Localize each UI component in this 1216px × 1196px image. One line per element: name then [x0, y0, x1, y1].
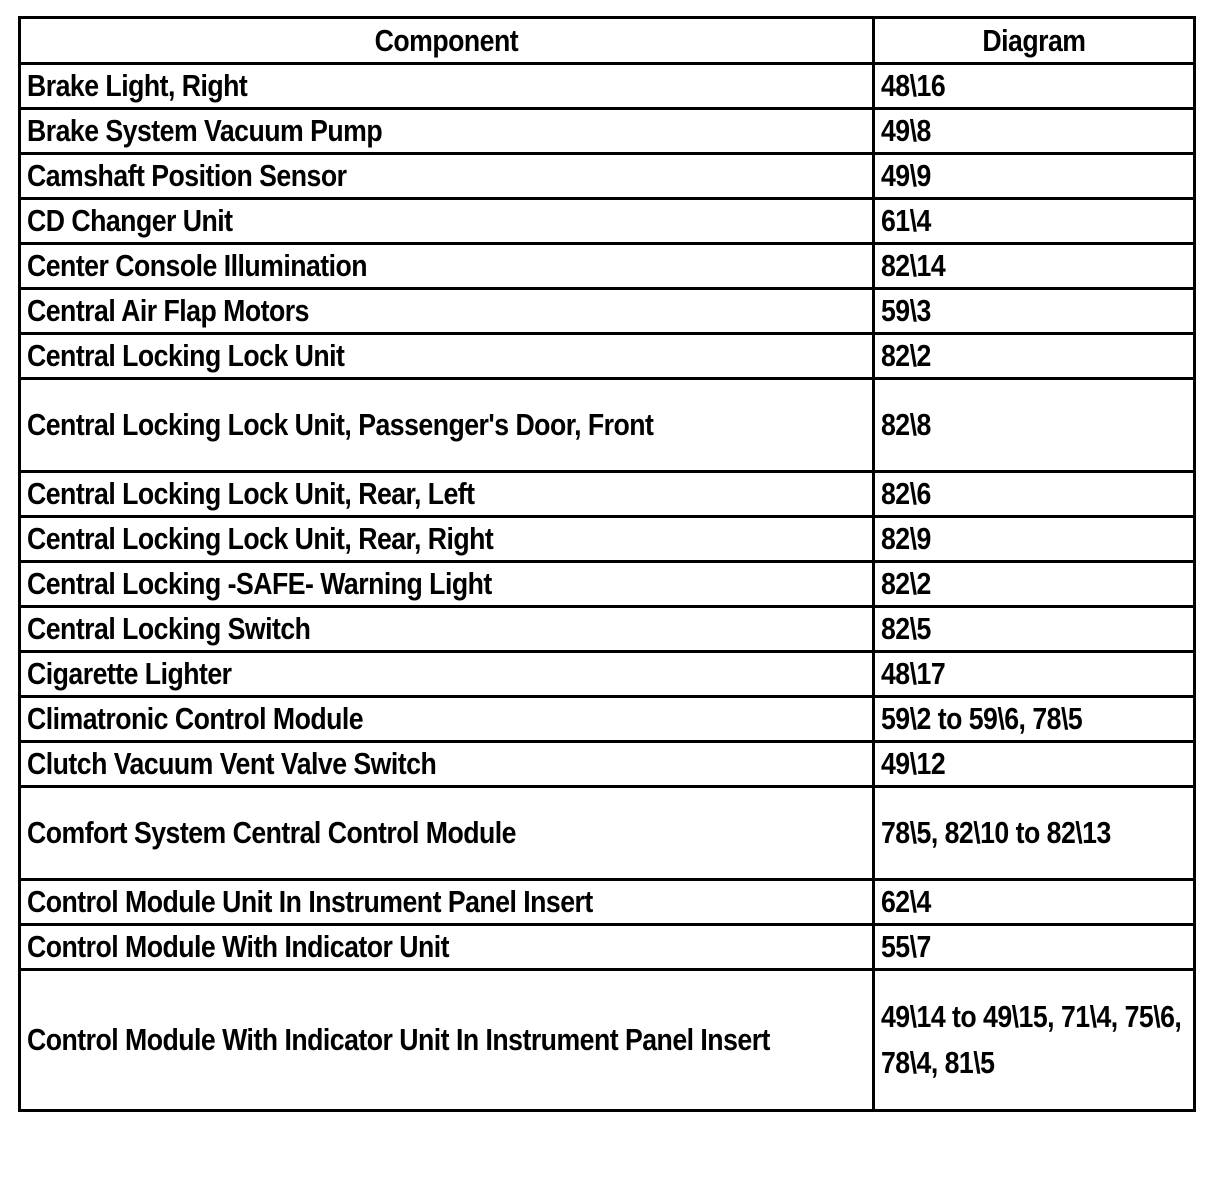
component-cell: Camshaft Position Sensor [20, 154, 874, 199]
table-row [20, 244, 1195, 289]
table-row [20, 379, 1195, 472]
diagram-cell: 49\9 [874, 154, 1195, 199]
diagram-cell: 82\9 [874, 517, 1195, 562]
component-cell: Central Locking Lock Unit, Rear, Left [20, 472, 874, 517]
component-cell: Control Module With Indicator Unit In Instrument Panel Insert [20, 970, 874, 1111]
component-cell: Control Module With Indicator Unit [20, 925, 874, 970]
table-row [20, 64, 1195, 109]
table-row [20, 154, 1195, 199]
diagram-cell: 62\4 [874, 880, 1195, 925]
table-row [20, 970, 1195, 1111]
diagram-cell: 48\16 [874, 64, 1195, 109]
diagram-cell: 82\2 [874, 562, 1195, 607]
diagram-cell: 59\3 [874, 289, 1195, 334]
diagram-column-header: Diagram [874, 18, 1195, 64]
diagram-cell: 82\5 [874, 607, 1195, 652]
diagram-cell: 82\2 [874, 334, 1195, 379]
component-cell: Clutch Vacuum Vent Valve Switch [20, 742, 874, 787]
table-row [20, 289, 1195, 334]
diagram-cell: 82\6 [874, 472, 1195, 517]
diagram-cell: 49\12 [874, 742, 1195, 787]
component-cell: Central Locking Switch [20, 607, 874, 652]
component-cell: Climatronic Control Module [20, 697, 874, 742]
table-row [20, 562, 1195, 607]
diagram-cell: 49\8 [874, 109, 1195, 154]
component-cell: Central Locking Lock Unit, Passenger's Door, Front [20, 379, 874, 472]
table-row [20, 925, 1195, 970]
table-row [20, 880, 1195, 925]
diagram-cell: 49\14 to 49\15, 71\4, 75\6, 78\4, 81\5 [874, 970, 1195, 1111]
diagram-cell: 82\8 [874, 379, 1195, 472]
table-row [20, 199, 1195, 244]
diagram-cell: 59\2 to 59\6, 78\5 [874, 697, 1195, 742]
diagram-cell: 55\7 [874, 925, 1195, 970]
table-row [20, 697, 1195, 742]
component-cell: Comfort System Central Control Module [20, 787, 874, 880]
table-row [20, 517, 1195, 562]
table-row [20, 742, 1195, 787]
component-cell: Central Locking Lock Unit, Rear, Right [20, 517, 874, 562]
component-cell: Brake System Vacuum Pump [20, 109, 874, 154]
component-column-header: Component [20, 18, 874, 64]
table-row [20, 607, 1195, 652]
table-row [20, 787, 1195, 880]
table-row [20, 109, 1195, 154]
component-cell: Cigarette Lighter [20, 652, 874, 697]
component-index-page [18, 16, 1193, 1112]
component-cell: Center Console Illumination [20, 244, 874, 289]
component-diagram-table [18, 16, 1196, 1112]
component-cell: Control Module Unit In Instrument Panel Insert [20, 880, 874, 925]
diagram-cell: 48\17 [874, 652, 1195, 697]
component-cell: Central Locking -SAFE- Warning Light [20, 562, 874, 607]
table-row [20, 652, 1195, 697]
table-header-row [20, 18, 1195, 64]
table-row [20, 472, 1195, 517]
component-cell: Central Locking Lock Unit [20, 334, 874, 379]
component-cell: Central Air Flap Motors [20, 289, 874, 334]
component-cell: CD Changer Unit [20, 199, 874, 244]
diagram-cell: 61\4 [874, 199, 1195, 244]
diagram-cell: 82\14 [874, 244, 1195, 289]
diagram-cell: 78\5, 82\10 to 82\13 [874, 787, 1195, 880]
component-cell: Brake Light, Right [20, 64, 874, 109]
table-row [20, 334, 1195, 379]
